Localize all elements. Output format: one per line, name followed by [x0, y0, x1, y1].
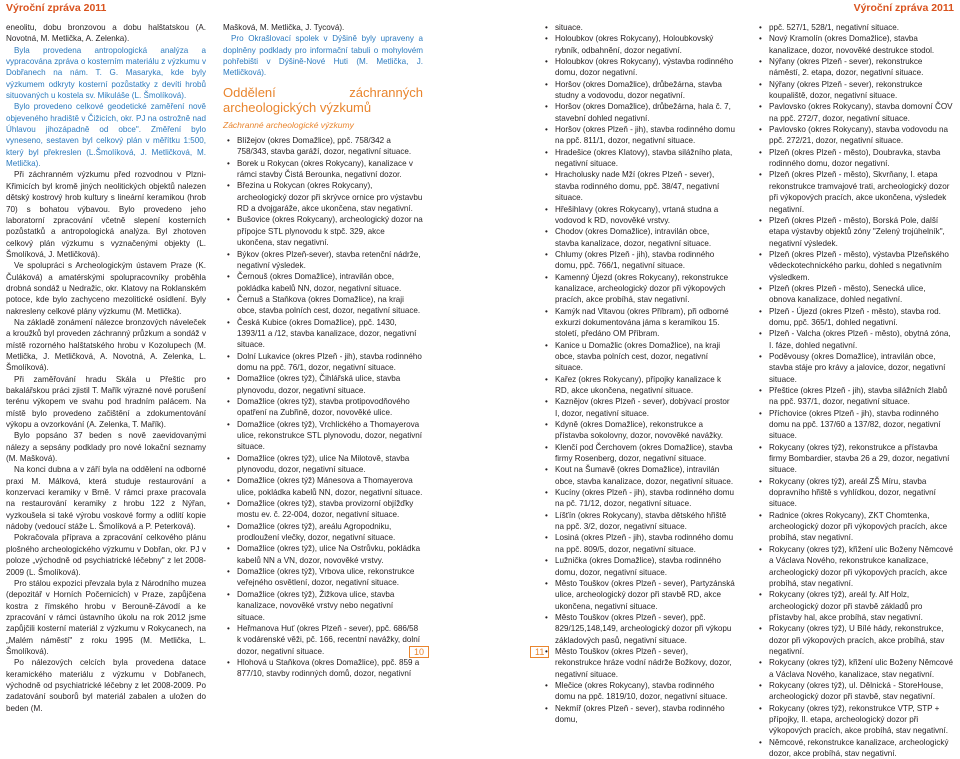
paragraph: Po nálezových celcích byla provedena datace keramického materiálu z výzkumu v Dobřanech, východně od psychiatrické léčebny z let 2008-2009. Po zadatování souborů byl materiál zabalen a uložen do beden (M.: [6, 658, 206, 713]
list-item: • Plzeň (okres Plzeň - město), výstavba Plzeňského vědeckotechnického parku, dohled s negativním výsledkem.: [769, 249, 953, 283]
list-item: • Domažlice (okres týž), Vrchlického a Thomayerova ulice, rekonstrukce STL plynovodu, dozor, negativní situace.: [237, 419, 423, 453]
section-subtitle: Záchranné archeologické výzkumy: [223, 119, 354, 130]
list-item: • Kout na Šumavě (okres Domažlice), intravilán obce, stavba kanalizace, dozor, negativní situace.: [555, 464, 735, 487]
list-item: • Rokycany (okres týž), U Bílé hády, rekonstrukce, dozor při výkopových pracích, akce probíhá, stav negativní.: [769, 623, 953, 657]
list-item: • Holoubkov (okres Rokycany), výstavba rodinného domu, dozor negativní.: [555, 56, 735, 79]
right-text-column-2: [755, 22, 953, 759]
list-item: • Domažlice (okres týž), ulice Na Ostrůvku, pokládka kabelů NN a VN, dozor, novověké vrstvy.: [237, 543, 423, 566]
list-item: • Domažlice (okres týž), stavba protipovodňového opatření na Zubřině, dozor, novověké ulice.: [237, 396, 423, 419]
excavation-list: [541, 22, 735, 725]
list-item: • Kucíny (okres Plzeň - jih), stavba rodinného domu na pč. 71/12, dozor, negativní situace.: [555, 487, 735, 510]
paragraph: Bylo provedeno celkové geodetické zaměření nově objeveného hradiště v Čižicích, okr. PJ na ostrožně nad Úhlavou jihozápadně od obce". Změření bylo vyneseno, sestaven byl celkový plán v měřítku 1:500, který byl překreslen (L.Šmolíková, J. Metličková, M. Metlička).: [6, 102, 206, 169]
list-item: • Plzeň - Valcha (okres Plzeň - město), obytná zóna, I. fáze, dohled negativní.: [769, 328, 953, 351]
list-item: • Město Touškov (okres Plzeň - sever), Partyzánská ulice, archeologický dozor při stavbě RD, akce ukončena, negativní situace.: [555, 578, 735, 612]
list-item: • Dolní Lukavice (okres Plzeň - jih), stavba rodinného domu na ppč. 76/1, dozor, negativní situace.: [237, 351, 423, 374]
list-item: • Nýřany (okres Plzeň - sever), rekonstrukce koupaliště, dozor, negativní situace.: [769, 79, 953, 102]
list-item: • Hracholusky nade Mží (okres Plzeň - sever), stavba rodinného domu, ppč. 38/47, negativní situace.: [555, 169, 735, 203]
list-item: • Poděvousy (okres Domažlice), intravilán obce, stavba stáje pro krávy a jalovice, dozor, negativní situace.: [769, 351, 953, 385]
paragraph: Pro stálou expozici převzala byla z Národního muzea (depozitář v Horních Počernicích) v Praze, zapůjčena kostra z římského hrobu v Berouně-Závodí a ke zpracování v rámci ústavního úkolu na rok 2012 jsme zapůjčili kosterní materiál z výzkumu v Rokycanech, na „Malém náměstí" z roku 1995 (M. Metlička, L. Šmolíková).: [6, 578, 206, 656]
list-item: • Radnice (okres Rokycany), ZKT Chomtenka, archeologický dozor při výkopových pracích, akce probíhá, stav negativní.: [769, 510, 953, 544]
list-item: • Kařez (okres Rokycany), přípojky kanalizace k RD, akce ukončena, negativní situace.: [555, 374, 735, 397]
paragraph: Pokračovala příprava a zpracování celkového plánu plošného archeologického výzkumu v Dobřan, okr. PJ v poloze „východně od psychiatrické léčebny" z let 2008-2009 (L. Šmolíková).: [6, 533, 206, 577]
paragraph: Při záchranném výzkumu před rozvodnou v Plzni-Křimicích byl kromě jiných neolitických objektů nalezen dětský kostrový hrob kultury s lineární keramikou (hrob 70) s bohatou výbavou. Bylo provedeno jeho laboratorní zpracování včetně slepení kosterních pozůstatků a antropologická analýza. Byl zhotoven celkový plán výzkumu s vyznačenými objekty (L. Šmolíková, J. Metličková).: [6, 170, 206, 259]
list-item: • Rokycany (okres týž), rekonstrukce VTP, STP + přípojky, II. etapa, archeologický dozor při výkopových pracích, akce probíhá, stav negativní.: [769, 703, 953, 737]
list-item: • Nekmíř (okres Plzeň - sever), stavba rodinného domu,: [555, 703, 735, 726]
list-item: • Chlumy (okres Plzeň - jih), stavba rodinného domu, ppč. 766/1, negativní situace.: [555, 249, 735, 272]
list-item: • Chodov (okres Domažlice), intravilán obce, stavba kanalizace, dozor, negativní situace.: [555, 226, 735, 249]
list-item: • Hřešihlavy (okres Rokycany), vrtaná studna a vodovod k RD, novověké vrstvy.: [555, 204, 735, 227]
list-item: • Hradešice (okres Klatovy), stavba silážního plata, negativní situace.: [555, 147, 735, 170]
list-item: • Losiná (okres Plzeň - jih), stavba rodinného domu na ppč. 809/5, dozor, negativní situace.: [555, 532, 735, 555]
list-item: • Česká Kubice (okres Domažlice), ppč. 1430, 1393/11 a /12, stavba kanalizace, dozor, negativní situace.: [237, 317, 423, 351]
paragraph: Byla provedena antropologická analýza a vypracována zpráva o kosterním materiálu z výzkumu v Dobřanech na nám. T. G. Masaryka, kde byly výzkumem odkryty kosterní pozůstatky z devíti hrobů situovaných u kostela sv. Mikuláše (L. Šmolíková).: [6, 45, 206, 101]
paragraph: Na konci dubna a v září byla na oddělení na odborné praxi M. Málková, která studuje restaurování a konzervaci keramiky v Brně. V rámci praxe pracovala na restaurování keramiky z hrobu 122 z Nýřan, vyzkoušela si také výrobu voskové formy a odlití kopie nádoby (vedoucí stáže L. Šmolíková a P. Peterková).: [6, 465, 206, 532]
list-item: • Přeštice (okres Plzeň - jih), stavba silážních žlabů na ppč. 937/1, dozor, negativní situace.: [769, 385, 953, 408]
list-item: • Nýřany (okres Plzeň - sever), rekonstrukce náměstí, 2. etapa, dozor, negativní situace.: [769, 56, 953, 79]
excavation-list: [755, 22, 953, 759]
middle-text-column: [223, 22, 423, 680]
list-item: • Heřmanova Huť (okres Plzeň - sever), ppč. 686/58 k vodárenské věži, pč. 166, recentní navážky, dolní dozor, negativní situace.: [237, 623, 423, 657]
list-item: • Bušovice (okres Rokycany), archeologický dozor na přípojce STL plynovodu k stpč. 329, akce ukončena, stav negativní.: [237, 214, 423, 248]
list-item: • Kamýk nad Vltavou (okres Příbram), při odborné exkurzi dokumentována jáma s keramikou 15. století, předáno OM Příbram.: [555, 306, 735, 340]
left-header-title: Výroční zpráva 2011: [6, 2, 107, 14]
list-item: • Pavlovsko (okres Rokycany), stavba domovní ČOV na ppč. 272/7, dozor, negativní situace.: [769, 101, 953, 124]
list-item: • Domažlice (okres týž), Vrbova ulice, rekonstrukce veřejného osvětlení, dozor, negativní situace.: [237, 566, 423, 589]
list-item: • Býkov (okres Plzeň-sever), stavba retenční nádrže, negativní výsledek.: [237, 249, 423, 272]
list-item: • Nový Kramolín (okres Domažlice), stavba kanalizace, dozor, novověké destrukce stodol.: [769, 33, 953, 56]
left-text-column: [6, 22, 206, 714]
list-item: • Kdyně (okres Domažlice), rekonstrukce a přístavba sokolovny, dozor, novověké navážky.: [555, 419, 735, 442]
paragraph: Pro Okrašlovací spolek v Dýšině byly upraveny a doplněny podklady pro informační tabuli o mohylovém pohřebišti v Dýšině-Nové Huti (M. Metlička, J. Metličková).: [223, 34, 423, 78]
paragraph: Na základě zonámení nálezce bronzových náveleček a kroužků byl proveden záchranný průzkum a sondáž v místě rozorného halštatského hrobu v Kozolupech (M. Metlička, J. Metličková, A. Novotná, A. Zelenka, L. Šmolíková).: [6, 317, 206, 373]
list-item: • Kamenný Újezd (okres Rokycany), rekonstrukce kanalizace, archeologický dozor při výkopových pracích, akce probíhá, stav negativní.: [555, 272, 735, 306]
page-number-left: 10: [409, 646, 429, 658]
list-item: • Rokycany (okres týž), areál fy. Alf Holz, archeologický dozor při stavbě základů pro přístavby hal, akce probíhá, stav negativní.: [769, 589, 953, 623]
list-item: • Mlečice (okres Rokycany), stavba rodinného domu na ppč. 1819/10, dozor, negativní situace.: [555, 680, 735, 703]
list-item: • Plzeň - Újezd (okres Plzeň - město), stavba rod. domu, ppč. 365/1, dohled negativní.: [769, 306, 953, 329]
list-item: • Hlohová u Staňkova (okres Domažlice), ppč. 859 a 877/10, stavby rodinných domů, dozor, negativní: [237, 657, 423, 680]
list-item: • Domažlice (okres týž), stavba provizorní objížďky mostu ev. č. 22-004, dozor, negativní situace.: [237, 498, 423, 521]
list-item: • Domažlice (okres týž) Mánesova a Thomayerova ulice, pokládka kabelů NN, dozor, negativní situace.: [237, 475, 423, 498]
paragraph: Mašková, M. Metlička, J. Tycová).: [223, 23, 345, 32]
paragraph: Při zaměřování hradu Skála u Přeštic pro bakalářskou práci zjistil T. Mařík výrazné nové porušení terénu výkopem ve svahu pod hradním palácem. Na místě bylo provedeno začištění a zdokumentování výkopu a ovzorkování (A. Zelenka, T. Mařík).: [6, 374, 206, 430]
list-item: • Rokycany (okres týž), areál ZŠ Míru, stavba dopravního hřiště s vyhlídkou, dozor, negativní situace.: [769, 476, 953, 510]
list-item: • Plzeň (okres Plzeň - město), Senecká ulice, obnova kanalizace, dohled negativní.: [769, 283, 953, 306]
list-item: • Město Touškov (okres Plzeň - sever), ppč. 829/125,148,149, archeologický dozor při výkopu základových pasů, negativní situace.: [555, 612, 735, 646]
list-item: • Pavlovsko (okres Rokycany), stavba vodovodu na ppč. 272/21, dozor, negativní situace.: [769, 124, 953, 147]
list-item: • Líšťín (okres Rokycany), stavba dětského hřiště na ppč. 3/2, dozor, negativní situace.: [555, 510, 735, 533]
list-item: • Černouš (okres Domažlice), intravilán obce, pokládka kabelů NN, dozor, negativní situace.: [237, 271, 423, 294]
list-item: • Domažlice (okres týž), ulice Na Milotově, stavba plynovodu, dozor, negativní situace.: [237, 453, 423, 476]
list-item: • Horšov (okres Domažlice), drůbežárna, hala č. 7, stavební dohled negativní.: [555, 101, 735, 124]
list-item: • Plzeň (okres Plzeň - město), Borská Pole, další etapa výstavby objektů zóny "Zelený trojúhelník", negativní výsledek.: [769, 215, 953, 249]
list-item: • Horšov (okres Domažlice), drůbežárna, stavba studny a vodovodu, dozor negativní.: [555, 79, 735, 102]
list-item: • Rokycany (okres týž), křižení ulic Boženy Němcové a Václava Nového, rekonstrukce kanalizace, archeologický dozor při výkopových pracích, akce probíhá, stav negativní.: [769, 544, 953, 589]
list-item: • Domažlice (okres týž), Žižkova ulice, stavba kanalizace, novověké vrstvy nebo negativní situace.: [237, 589, 423, 623]
list-item: • Klenčí pod Čerchovem (okres Domažlice), stavba firmy Rosenberg, dozor, negativní situace.: [555, 442, 735, 465]
list-item: • ppč. 527/1, 528/1, negativní situace.: [769, 22, 953, 33]
list-item: • Rokycany (okres týž), křižení ulic Boženy Němcové a Václava Nového, kanalizace, stav negativní.: [769, 657, 953, 680]
list-item: • Rokycany (okres týž), rekonstrukce a přístavba firmy Bombardier, stavba 26 a 29, dozor, negativní situace.: [769, 442, 953, 476]
page-number-right: 11: [530, 646, 549, 658]
list-item: • Domažlice (okres týž), Čihlářská ulice, stavba plynovodu, dozor, negativní situace.: [237, 373, 423, 396]
list-item: • Černuš a Staňkova (okres Domažlice), na kraji obce, stavba polních cest, dozor, negativní situace.: [237, 294, 423, 317]
list-item: • Město Touškov (okres Plzeň - sever), rekonstrukce hráze vodní nádrže Božkovy, dozor, negativní situace.: [555, 646, 735, 680]
list-item: • Holoubkov (okres Rokycany), Holoubkovský rybník, odbahnění, dozor negativní.: [555, 33, 735, 56]
list-item: • Borek u Rokycan (okres Rokycany), kanalizace v rámci stavby Čistá Berounka, negativní dozor.: [237, 158, 423, 181]
list-item: • Lužnička (okres Domažlice), stavba rodinného domu, dozor, negativní situace.: [555, 555, 735, 578]
list-item: • Březina u Rokycan (okres Rokycany), archeologický dozor při skrývce ornice pro výstavbu RD a dvojgaráže, akce ukončena, stav negativní.: [237, 180, 423, 214]
list-item: • Kaznějov (okres Plzeň - sever), dobývací prostor I, dozor, negativní situace.: [555, 396, 735, 419]
paragraph: Bylo popsáno 37 beden s nově zaevidovanými nálezy a sepsány podklady pro nové lokační seznamy (M. Mašková).: [6, 431, 206, 464]
list-item: • situace.: [555, 22, 735, 33]
section-title: Oddělení záchranných archeologických výzkumů: [223, 84, 423, 116]
list-item: • Plzeň (okres Plzeň - město), Skvrňany, I. etapa rekonstrukce tramvajové trati, archeologický dozor při výkopových pracích, akce ukončena, výsledek negativní.: [769, 169, 953, 214]
list-item: • Rokycany (okres týž), ul. Dělnická - StoreHouse, archeologický dozor při stavbě, stav negativní.: [769, 680, 953, 703]
paragraph: Ve spolupráci s Archeologickým ústavem Praze (K. Čuláková) a amatérskými spolupracovníky proběhla drobná sondáž u Nedražic, okr. Klatovy na Roklanském potoce, kde bylo zachyceno mezolitické osídlení. Byly nakresleny celkové plány výzkumu (M. Metlička).: [6, 261, 206, 316]
right-header-title: Výroční zpráva 2011: [853, 2, 954, 14]
list-item: • Horšov (okres Plzeň - jih), stavba rodinného domu na ppč. 811/1, dozor, negativní situace.: [555, 124, 735, 147]
right-text-column-1: [541, 22, 735, 725]
list-item: • Plzeň (okres Plzeň - město), Doubravka, stavba rodinného domu, dozor negativní.: [769, 147, 953, 170]
right-page: [480, 0, 960, 758]
excavation-list: [223, 135, 423, 680]
list-item: • Blížejov (okres Domažlice), ppč. 758/342 a 758/343, stavba garáží, dozor, negativní situace.: [237, 135, 423, 158]
list-item: • Příchovice (okres Plzeň - jih), stavba rodinného domu na ppč. 137/60 a 137/82, dozor, negativní situace.: [769, 408, 953, 442]
list-item: • Němcové, rekonstrukce kanalizace, archeologický dozor, akce probíhá, stav negativní.: [769, 737, 953, 759]
list-item: • Kanice u Domažlic (okres Domažlice), na kraji obce, stavba polních cest, dozor, negativní situace.: [555, 340, 735, 374]
list-item: • Domažlice (okres týž), areálu Agropodniku, prodloužení vlečky, dozor, negativní situace.: [237, 521, 423, 544]
paragraph: eneolitu, dobu bronzovou a dobu halštatskou (A. Novotná, M. Metlička, A. Zelenka).: [6, 23, 206, 44]
left-page: [0, 0, 480, 713]
